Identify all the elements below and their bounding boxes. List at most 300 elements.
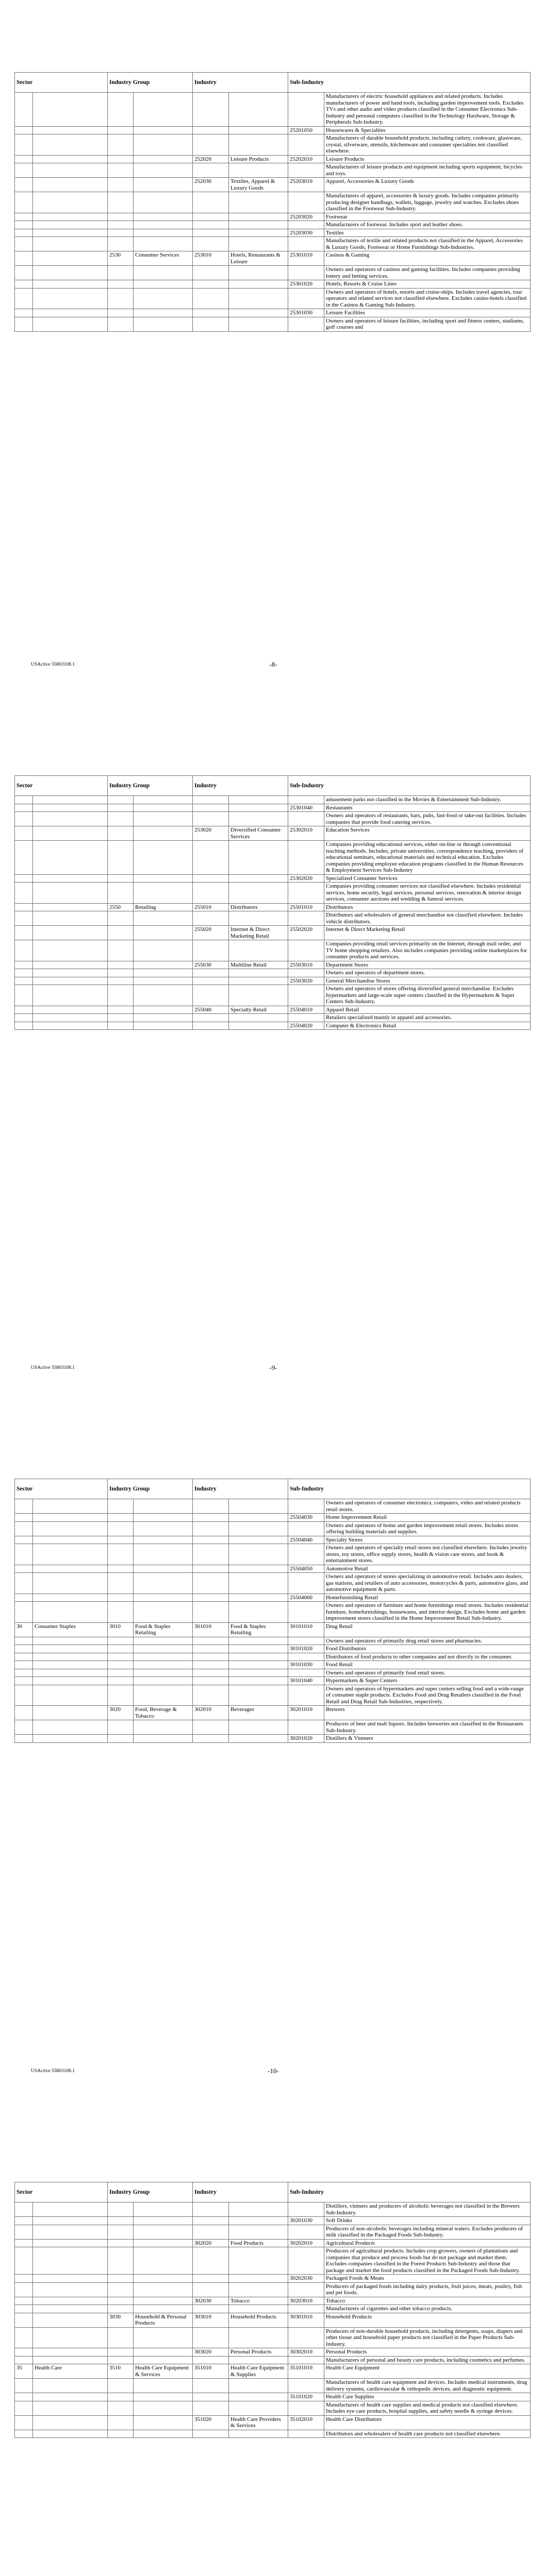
industry-name-cell — [229, 1677, 288, 1685]
sub-industry-code-cell: 30201010 — [288, 1706, 324, 1720]
sub-industry-text-cell: Owners and operators of consumer electronics, computers, video and related products retail stores. — [324, 1499, 531, 1514]
sector-code-cell — [15, 2379, 33, 2393]
sub-industry-code-cell: 25302010 — [288, 826, 324, 841]
sub-industry-code-cell — [288, 134, 324, 156]
industry-code-cell — [193, 280, 229, 289]
industry-group-code-cell — [108, 2275, 134, 2283]
table-row — [15, 2225, 531, 2239]
sector-name-cell — [33, 804, 108, 812]
industry-name-cell — [229, 229, 288, 237]
table-row — [15, 804, 531, 812]
industry-group-code-cell — [108, 237, 134, 251]
industry-group-name-cell — [134, 804, 193, 812]
sub-industry-text-cell: Personal Products — [324, 2348, 531, 2357]
sector-name-cell — [33, 1514, 108, 1522]
sub-industry-text-cell: Owners and operators of casinos and gaming facilities. Includes companies providing lottery and betting services. — [324, 266, 531, 280]
table-row — [15, 266, 531, 280]
industry-name-cell — [229, 2275, 288, 2283]
page-number: -9- — [269, 1364, 277, 1371]
table-row — [15, 2217, 531, 2225]
industry-code-cell: 303010 — [193, 2313, 229, 2327]
industry-group-code-cell: 2550 — [108, 903, 134, 911]
industry-group-code-cell — [108, 1536, 134, 1544]
sector-name-cell — [33, 1022, 108, 1030]
table-row — [15, 1706, 531, 1720]
industry-group-name-cell — [134, 237, 193, 251]
industry-name-cell: Leisure Products — [229, 155, 288, 163]
sub-industry-text-cell: Companies providing retail services primarily on the Internet, through mail order, and TV home shopping retailers. Also includes companies providing online marketplaces for consumer products and services. — [324, 940, 531, 961]
industry-group-name-cell — [134, 163, 193, 178]
table-row — [15, 1565, 531, 1573]
sub-industry-text-cell: Manufacturers of footwear. Includes sport and leather shoes. — [324, 221, 531, 229]
industry-code-cell — [193, 1637, 229, 1645]
industry-group-code-cell — [108, 1014, 134, 1022]
industry-group-code-cell — [108, 1521, 134, 1536]
sub-industry-code-cell: 30201030 — [288, 2217, 324, 2225]
industry-group-code-cell — [108, 911, 134, 926]
sector-code-cell — [15, 2297, 33, 2305]
industry-group-code-cell — [108, 229, 134, 237]
sector-code-cell — [15, 874, 33, 883]
sub-industry-text-cell: Agricultural Products — [324, 2239, 531, 2247]
industry-group-code-cell — [108, 1602, 134, 1623]
column-header: Sector — [15, 73, 108, 93]
industry-code-cell: 253020 — [193, 826, 229, 841]
table-row — [15, 1602, 531, 1623]
industry-code-cell — [193, 2379, 229, 2393]
sector-code-cell — [15, 93, 33, 127]
industry-code-cell — [193, 1565, 229, 1573]
industry-group-name-cell — [134, 1006, 193, 1014]
sector-name-cell — [33, 1720, 108, 1735]
industry-code-cell — [193, 229, 229, 237]
sector-name-cell — [33, 977, 108, 985]
industry-group-name-cell — [134, 883, 193, 904]
industry-group-code-cell — [108, 93, 134, 127]
table-row — [15, 796, 531, 804]
sub-industry-code-cell — [288, 1720, 324, 1735]
industry-code-cell — [193, 2275, 229, 2283]
sub-industry-text-cell: Drug Retail — [324, 1622, 531, 1637]
sector-name-cell — [33, 1006, 108, 1014]
sub-industry-code-cell — [288, 163, 324, 178]
sector-name-cell — [33, 1544, 108, 1565]
industry-group-code-cell — [108, 280, 134, 289]
table-row — [15, 940, 531, 961]
sector-name-cell — [33, 1602, 108, 1623]
sub-industry-code-cell — [288, 2379, 324, 2393]
sector-code-cell — [15, 178, 33, 192]
sub-industry-code-cell: 25301040 — [288, 804, 324, 812]
table-row — [15, 1677, 531, 1685]
sector-code-cell — [15, 288, 33, 309]
table-row — [15, 841, 531, 875]
sector-name-cell — [33, 2225, 108, 2239]
sub-industry-code-cell: 25203030 — [288, 229, 324, 237]
table-row — [15, 1661, 531, 1669]
sub-industry-code-cell: 25501010 — [288, 903, 324, 911]
table-row — [15, 883, 531, 904]
sub-industry-code-cell — [288, 2225, 324, 2239]
table-row — [15, 221, 531, 229]
sector-name-cell — [33, 812, 108, 826]
document-page — [0, 2110, 544, 2576]
sub-industry-text-cell: Housewares & Specialties — [324, 126, 531, 134]
industry-group-name-cell — [134, 2225, 193, 2239]
industry-group-name-cell — [134, 1536, 193, 1544]
column-header: Industry — [193, 776, 288, 796]
industry-group-code-cell: 3510 — [108, 2364, 134, 2379]
sector-code-cell — [15, 883, 33, 904]
sub-industry-code-cell — [288, 1499, 324, 1514]
sector-name-cell — [33, 288, 108, 309]
table-row — [15, 280, 531, 289]
industry-name-cell — [229, 796, 288, 804]
industry-group-name-cell — [134, 1653, 193, 1661]
industry-name-cell — [229, 874, 288, 883]
sub-industry-text-cell: Education Services — [324, 826, 531, 841]
industry-group-code-cell — [108, 2239, 134, 2247]
industry-group-name-cell — [134, 826, 193, 841]
industry-code-cell: 252030 — [193, 178, 229, 192]
sub-industry-text-cell: Apparel Retail — [324, 1006, 531, 1014]
sector-code-cell — [15, 1685, 33, 1706]
sub-industry-code-cell — [288, 1685, 324, 1706]
sub-industry-code-cell: 35101020 — [288, 2393, 324, 2401]
sector-code-cell — [15, 969, 33, 977]
industry-group-code-cell — [108, 2327, 134, 2348]
sub-industry-text-cell: Manufacturers of electric household appliances and related products. Includes manufacturers of power and hand tools, including garden improvement tools. Excludes TVs and other audio and video products classified in the Consumer Electronics Sub-Industry and personal computers classified in the Technology Hardware, Storage & Peripherals Sub-Industry. — [324, 93, 531, 127]
industry-group-name-cell — [134, 796, 193, 804]
industry-group-name-cell — [134, 1602, 193, 1623]
sector-name-cell — [33, 1521, 108, 1536]
industry-code-cell — [193, 1735, 229, 1743]
sub-industry-text-cell: Manufacturers of cigarettes and other tobacco products. — [324, 2305, 531, 2313]
page-number: -10- — [268, 2067, 279, 2075]
industry-group-name-cell — [134, 2202, 193, 2217]
industry-group-code-cell — [108, 812, 134, 826]
table-row — [15, 1669, 531, 1677]
sub-industry-code-cell: 30301010 — [288, 2313, 324, 2327]
industry-group-name-cell — [134, 977, 193, 985]
industry-group-name-cell — [134, 2275, 193, 2283]
table-row — [15, 2364, 531, 2379]
sector-name-cell — [33, 2297, 108, 2305]
industry-code-cell: 255020 — [193, 926, 229, 940]
sector-name-cell — [33, 2217, 108, 2225]
industry-name-cell — [229, 266, 288, 280]
sub-industry-code-cell — [288, 1521, 324, 1536]
sub-industry-text-cell: Owners and operators of restaurants, bars, pubs, fast-food or take-out facilities. Includes companies that provide food catering services. — [324, 812, 531, 826]
sub-industry-code-cell: 25502020 — [288, 926, 324, 940]
industry-group-code-cell — [108, 309, 134, 317]
industry-group-name-cell — [134, 1565, 193, 1573]
industry-group-name-cell — [134, 1521, 193, 1536]
table-row — [15, 288, 531, 309]
sector-name-cell — [33, 2239, 108, 2247]
industry-code-cell — [193, 1677, 229, 1685]
industry-code-cell — [193, 2356, 229, 2364]
sector-name-cell — [33, 1014, 108, 1022]
sub-industry-code-cell: 25504010 — [288, 1006, 324, 1014]
column-header: Sub-Industry — [288, 1479, 531, 1499]
industry-code-cell — [193, 1499, 229, 1514]
sub-industry-code-cell: 30101030 — [288, 1661, 324, 1669]
industry-code-cell — [193, 940, 229, 961]
industry-group-name-cell — [134, 2393, 193, 2401]
table-row — [15, 903, 531, 911]
sector-code-cell — [15, 280, 33, 289]
industry-name-cell: Internet & Direct Marketing Retail — [229, 926, 288, 940]
table-row — [15, 2202, 531, 2217]
industry-name-cell — [229, 1685, 288, 1706]
industry-code-cell — [193, 1536, 229, 1544]
industry-group-name-cell — [134, 1514, 193, 1522]
sector-code-cell — [15, 2217, 33, 2225]
sub-industry-code-cell: 25301010 — [288, 251, 324, 266]
industry-code-cell — [193, 1014, 229, 1022]
sector-code-cell — [15, 155, 33, 163]
sub-industry-code-cell: 35101010 — [288, 2364, 324, 2379]
sub-industry-text-cell: Owners and operators of specialty retail stores not classified elsewhere. Includes jewelry stores, toy stores, office supply stores, health & vision care stores, and book & entertainment stores. — [324, 1544, 531, 1565]
industry-code-cell — [193, 1022, 229, 1030]
sub-industry-text-cell: Producers of packaged foods including dairy products, fruit juices, meats, poultry, fish and pet foods. — [324, 2282, 531, 2297]
industry-name-cell — [229, 1653, 288, 1661]
industry-group-code-cell — [108, 2247, 134, 2275]
sector-code-cell — [15, 2356, 33, 2364]
sector-code-cell — [15, 804, 33, 812]
table-row — [15, 1685, 531, 1706]
industry-name-cell — [229, 1669, 288, 1677]
industry-code-cell: 255010 — [193, 903, 229, 911]
column-header: Industry — [193, 2182, 288, 2202]
sub-industry-text-cell: Health Care Distributors — [324, 2415, 531, 2430]
industry-name-cell — [229, 280, 288, 289]
sector-code-cell — [15, 1594, 33, 1602]
sector-code-cell — [15, 1006, 33, 1014]
industry-name-cell: Hotels, Restaurants & Leisure — [229, 251, 288, 266]
sub-industry-text-cell: Textiles — [324, 229, 531, 237]
table-row — [15, 2297, 531, 2305]
industry-name-cell — [229, 221, 288, 229]
sub-industry-code-cell: 30201020 — [288, 1735, 324, 1743]
industry-code-cell: 351020 — [193, 2415, 229, 2430]
industry-group-code-cell — [108, 1006, 134, 1014]
sub-industry-code-cell — [288, 192, 324, 213]
industry-name-cell — [229, 2393, 288, 2401]
sector-name-cell — [33, 1653, 108, 1661]
sub-industry-text-cell: Restaurants — [324, 804, 531, 812]
industry-code-cell — [193, 1573, 229, 1594]
column-header: Industry Group — [108, 1479, 193, 1499]
sector-name-cell — [33, 2415, 108, 2430]
sector-code-cell — [15, 1565, 33, 1573]
industry-code-cell — [193, 192, 229, 213]
table-row — [15, 93, 531, 127]
industry-group-code-cell — [108, 2379, 134, 2393]
industry-group-code-cell — [108, 178, 134, 192]
sector-code-cell — [15, 2430, 33, 2438]
column-header: Sub-Industry — [288, 776, 531, 796]
industry-code-cell — [193, 1645, 229, 1653]
industry-name-cell — [229, 1014, 288, 1022]
industry-name-cell — [229, 977, 288, 985]
sector-code-cell — [15, 2415, 33, 2430]
industry-group-name-cell — [134, 1685, 193, 1706]
table-row — [15, 2282, 531, 2297]
sub-industry-code-cell: 30101020 — [288, 1645, 324, 1653]
sector-name-cell — [33, 969, 108, 977]
industry-group-name-cell — [134, 1677, 193, 1685]
industry-group-name-cell — [134, 1544, 193, 1565]
sector-name-cell — [33, 229, 108, 237]
industry-name-cell — [229, 93, 288, 127]
industry-group-code-cell — [108, 969, 134, 977]
industry-code-cell — [193, 2247, 229, 2275]
industry-name-cell — [229, 1521, 288, 1536]
sub-industry-code-cell: 25504020 — [288, 1022, 324, 1030]
industry-name-cell — [229, 883, 288, 904]
sector-code-cell — [15, 903, 33, 911]
sub-industry-text-cell: Owners and operators of stores specializing in automotive retail. Includes auto dealers, gas stations, and retailers of auto accessories, motorcycles & parts, automotive glass, and automotive equipment & parts. — [324, 1573, 531, 1594]
industry-name-cell — [229, 2430, 288, 2438]
industry-code-cell: 302010 — [193, 1706, 229, 1720]
sector-code-cell — [15, 2313, 33, 2327]
table-row — [15, 2327, 531, 2348]
table-row — [15, 1521, 531, 1536]
sub-industry-code-cell: 25504050 — [288, 1565, 324, 1573]
sub-industry-text-cell: Leisure Products — [324, 155, 531, 163]
industry-group-name-cell — [134, 874, 193, 883]
industry-group-name-cell — [134, 1594, 193, 1602]
sector-code-cell: 30 — [15, 1622, 33, 1637]
sector-code-cell — [15, 2275, 33, 2283]
industry-name-cell — [229, 1594, 288, 1602]
sub-industry-code-cell: 30101040 — [288, 1677, 324, 1685]
sub-industry-text-cell: Health Care Supplies — [324, 2393, 531, 2401]
sector-name-cell — [33, 163, 108, 178]
sector-code-cell — [15, 812, 33, 826]
table-row — [15, 1573, 531, 1594]
sector-name-cell — [33, 1536, 108, 1544]
sub-industry-text-cell: amusement parks not classified in the Movies & Entertainment Sub-Industry. — [324, 796, 531, 804]
industry-group-code-cell — [108, 213, 134, 221]
industry-group-code-cell — [108, 221, 134, 229]
industry-group-code-cell — [108, 2348, 134, 2357]
sub-industry-code-cell: 35102010 — [288, 2415, 324, 2430]
industry-group-name-cell — [134, 1022, 193, 1030]
industry-group-code-cell — [108, 826, 134, 841]
table-row — [15, 969, 531, 977]
sector-name-cell — [33, 192, 108, 213]
sub-industry-text-cell: Distributors and wholesalers of health care products not classified elsewhere. — [324, 2430, 531, 2438]
sub-industry-code-cell — [288, 969, 324, 977]
industry-group-name-cell: Consumer Services — [134, 251, 193, 266]
sub-industry-text-cell: Soft Drinks — [324, 2217, 531, 2225]
industry-group-code-cell — [108, 2415, 134, 2430]
sector-name-cell — [33, 93, 108, 127]
industry-code-cell — [193, 2225, 229, 2239]
industry-name-cell — [229, 192, 288, 213]
sub-industry-code-cell — [288, 1637, 324, 1645]
sector-name-cell — [33, 1677, 108, 1685]
industry-group-code-cell — [108, 961, 134, 969]
footer-document-id: USActive 55803108.1 — [31, 1365, 75, 1370]
industry-code-cell — [193, 237, 229, 251]
table-row — [15, 155, 531, 163]
table-row — [15, 2401, 531, 2415]
industry-code-cell — [193, 309, 229, 317]
sector-code-cell — [15, 213, 33, 221]
sub-industry-code-cell — [288, 2430, 324, 2438]
sector-name-cell — [33, 1661, 108, 1669]
industry-name-cell — [229, 309, 288, 317]
sector-name-cell — [33, 2202, 108, 2217]
industry-group-code-cell — [108, 1720, 134, 1735]
sector-name-cell — [33, 178, 108, 192]
sector-code-cell — [15, 911, 33, 926]
sector-code-cell — [15, 163, 33, 178]
industry-group-name-cell — [134, 2247, 193, 2275]
sub-industry-text-cell: Manufacturers of leisure products and equipment including sports equipment, bicycles and toys. — [324, 163, 531, 178]
sub-industry-text-cell: Household Products — [324, 2313, 531, 2327]
industry-group-code-cell — [108, 1514, 134, 1522]
industry-group-code-cell: 3010 — [108, 1622, 134, 1637]
table-row — [15, 1544, 531, 1565]
sub-industry-text-cell: Manufacturers of personal and beauty care products, including cosmetics and perfumes. — [324, 2356, 531, 2364]
sector-name-cell — [33, 1499, 108, 1514]
industry-code-cell — [193, 796, 229, 804]
industry-name-cell: Food & Staples Retailing — [229, 1622, 288, 1637]
sub-industry-text-cell: Companies providing educational services, either on-line or through conventional teaching methods. Includes, private universities, correspondence teaching, providers of educational seminars, educational materials and technical education. Excludes companies providing employee education programs classified in the Human Resources & Employment Services Sub-Industry — [324, 841, 531, 875]
sub-industry-code-cell — [288, 911, 324, 926]
industry-group-name-cell — [134, 1735, 193, 1743]
sector-code-cell — [15, 1735, 33, 1743]
sub-industry-text-cell: Leisure Facilities — [324, 309, 531, 317]
sub-industry-text-cell: Internet & Direct Marketing Retail — [324, 926, 531, 940]
sub-industry-code-cell — [288, 940, 324, 961]
industry-code-cell — [193, 985, 229, 1006]
sub-industry-text-cell: Apparel, Accessories & Luxury Goods — [324, 178, 531, 192]
industry-code-cell: 303020 — [193, 2348, 229, 2357]
industry-group-name-cell — [134, 2305, 193, 2313]
sector-code-cell — [15, 1499, 33, 1514]
industry-name-cell — [229, 1645, 288, 1653]
industry-name-cell — [229, 804, 288, 812]
sector-code-cell — [15, 2393, 33, 2401]
table-row — [15, 1735, 531, 1743]
sub-industry-text-cell: Owners and operators of primarily drug retail stores and pharmacies. — [324, 1637, 531, 1645]
sub-industry-code-cell — [288, 985, 324, 1006]
sub-industry-text-cell: Distributors and wholesalers of general merchandise not classified elsewhere. Includes vehicle distributors. — [324, 911, 531, 926]
sector-code-cell — [15, 977, 33, 985]
footer-document-id: USActive 55803108.1 — [31, 2069, 75, 2074]
industry-group-code-cell — [108, 163, 134, 178]
sub-industry-text-cell: Footwear — [324, 213, 531, 221]
industry-code-cell — [193, 266, 229, 280]
table-row — [15, 926, 531, 940]
sector-code-cell — [15, 2305, 33, 2313]
table-row — [15, 1022, 531, 1030]
industry-name-cell: Distributors — [229, 903, 288, 911]
industry-name-cell — [229, 1499, 288, 1514]
industry-name-cell — [229, 1573, 288, 1594]
table-row — [15, 1653, 531, 1661]
gics-table — [14, 775, 531, 1030]
industry-group-name-cell — [134, 2430, 193, 2438]
sector-name-cell — [33, 1735, 108, 1743]
industry-group-code-cell — [108, 2393, 134, 2401]
